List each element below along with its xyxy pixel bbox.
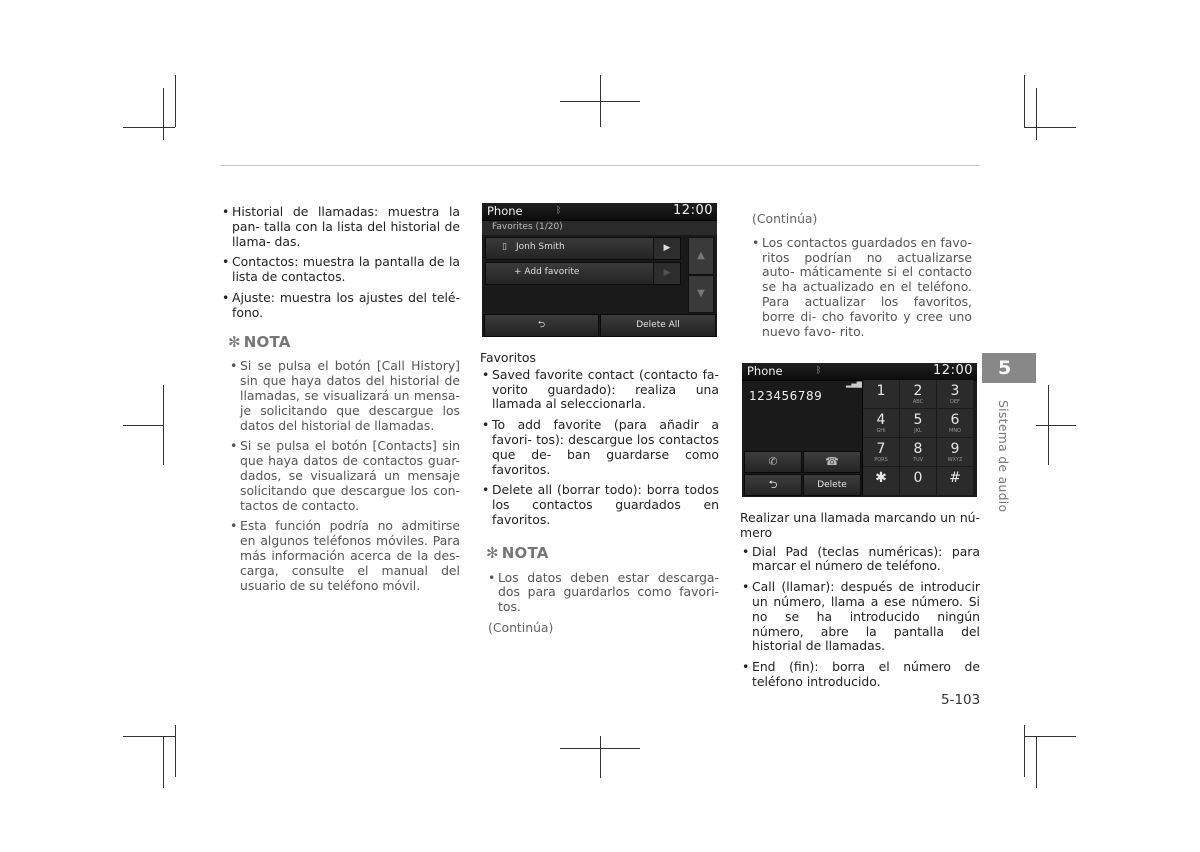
crop-mark	[600, 736, 601, 778]
crop-mark	[560, 748, 640, 749]
note-box	[222, 359, 460, 593]
note-star-icon: ✻	[486, 543, 499, 562]
bullet-item: • End (fin): borra el número de teléfono introducido.	[742, 660, 980, 690]
crop-mark	[123, 127, 175, 128]
bullet-item: • Saved favorite contact (contacto fa- vorito guardado): realiza una llamada al seleccionarla.	[482, 368, 719, 412]
key-star[interactable]: ✱	[863, 467, 900, 496]
back-button[interactable]: ⮌	[484, 314, 599, 337]
add-favorite-label: + Add favorite	[514, 267, 580, 277]
key-8[interactable]: 8 TUV	[900, 438, 937, 467]
play-arrow-icon[interactable]: ▶	[653, 238, 680, 259]
note-title: ✻ NOTA	[486, 543, 549, 562]
dialed-number: 123456789	[749, 389, 823, 403]
bullet-item: • Historial de llamadas: muestra la pan- talla con la lista del historial de llama- das.	[222, 205, 460, 249]
back-button[interactable]: ⮌	[744, 474, 802, 496]
play-arrow-icon: ▶	[653, 263, 680, 284]
crop-mark	[1024, 725, 1025, 777]
bullet-item: • Ajuste: muestra los ajustes del telé- fono.	[222, 291, 460, 321]
bullet-item: • Contactos: muestra la pantalla de la lista de contactos.	[222, 255, 460, 285]
bullet-item: • Call (llamar): después de introducir un número, llama a ese número. Si no se ha introducido ningún número, abre la pantalla del historial de llamadas.	[742, 580, 980, 654]
key-0[interactable]: 0	[900, 467, 937, 496]
continues-label: (Continúa)	[488, 619, 554, 635]
key-9[interactable]: 9 WXYZ	[937, 438, 974, 467]
key-3[interactable]: 3 DEF	[937, 380, 974, 409]
clock: 12:00	[933, 363, 973, 378]
continued-label: (Continúa)	[752, 211, 818, 226]
signal-strength-icon: ▂▄▆	[846, 380, 863, 388]
keypad	[862, 380, 974, 495]
call-button[interactable]	[744, 451, 802, 473]
key-7[interactable]: 7 PQRS	[863, 438, 900, 467]
column-2	[480, 351, 719, 636]
crop-mark	[163, 88, 164, 140]
note-bullet: • Los datos deben estar descarga- dos para guardarlos como favori- tos.	[488, 571, 719, 615]
note-star-icon: ✻	[228, 332, 241, 351]
delete-button[interactable]: Delete	[803, 474, 861, 496]
note-bullet: • Los contactos guardados en favo- ritos podrían no actualizarse auto- máticamente si el contacto se ha actualizado en el teléfono. Para actualizar los favoritos, borre di- cho favorito y cree uno nuevo favo- rito.	[752, 236, 972, 340]
favorite-contact-name: Jonh Smith	[516, 242, 565, 252]
key-6[interactable]: 6 MNO	[937, 409, 974, 438]
scroll-down-button[interactable]: ▼	[688, 275, 714, 313]
screen-header	[482, 203, 717, 221]
crop-mark	[1036, 736, 1037, 788]
crop-mark	[560, 101, 640, 102]
bluetooth-icon: ᛒ	[556, 206, 562, 216]
key-4[interactable]: 4 GHI	[863, 409, 900, 438]
crop-mark	[123, 425, 163, 426]
favorite-contact-row[interactable]	[485, 237, 681, 260]
key-1[interactable]: 1	[863, 380, 900, 409]
crop-mark	[175, 725, 176, 777]
favorites-screen	[482, 203, 717, 337]
note-bullet: • Esta función podría no admitirse en algunos teléfonos móviles. Para más información acerca de la des- carga, consulte el manual del usuario de su teléfono móvil.	[230, 519, 460, 593]
clock: 12:00	[673, 203, 713, 218]
phone-device-icon: ▯	[502, 242, 507, 252]
bluetooth-icon: ᛒ	[816, 366, 822, 376]
screen-title: Phone	[747, 364, 783, 378]
crop-mark	[1036, 88, 1037, 140]
crop-mark	[163, 385, 164, 465]
note-bullet: • Si se pulsa el botón [Contacts] sin que haya datos de contactos guar- dados, se visualizará un mensaje solicitando que descargue los con- tactos de contacto.	[230, 439, 460, 513]
screen-title: Phone	[487, 204, 523, 218]
key-2[interactable]: 2 ABC	[900, 380, 937, 409]
screen-header	[742, 363, 977, 381]
header-rule	[220, 165, 980, 166]
crop-mark	[175, 75, 176, 127]
end-call-icon: ☎	[825, 455, 839, 468]
note-bullet: • Si se pulsa el botón [Call History] sin que haya datos del historial de llamadas, se visualizará un mensa- je solicitando que descargue los datos del historial de llamadas.	[230, 359, 460, 433]
crop-mark	[123, 736, 175, 737]
chapter-number-tab: 5	[982, 353, 1036, 383]
scroll-up-button[interactable]: ▲	[688, 237, 714, 275]
add-favorite-row[interactable]	[485, 262, 681, 285]
bullet-item: • To add favorite (para añadir a favori- tos): descargue los contactos que de- ban guardarse como favoritos.	[482, 418, 719, 477]
end-button[interactable]	[803, 451, 861, 473]
delete-all-button[interactable]: Delete All	[600, 314, 716, 337]
crop-mark	[163, 736, 164, 788]
note-box	[480, 571, 719, 636]
crop-mark	[1036, 425, 1076, 426]
column-1	[222, 205, 460, 599]
column-3-top	[752, 212, 972, 345]
favorites-count-bar: Favorites (1/20)	[482, 221, 717, 235]
crop-mark	[1024, 736, 1076, 737]
section-heading: Realizar una llamada marcando un nú- mero	[740, 510, 981, 540]
bullet-item: • Delete all (borrar todo): borra todos los contactos guardados en favoritos.	[482, 483, 719, 527]
column-3-bottom	[740, 511, 980, 696]
chapter-title: Sistema de audio	[996, 400, 1011, 513]
key-hash[interactable]: #	[937, 467, 974, 496]
note-title: ✻ NOTA	[228, 332, 291, 351]
crop-mark	[1024, 127, 1076, 128]
crop-mark	[1024, 75, 1025, 127]
bullet-item: • Dial Pad (teclas numéricas): para marcar el número de teléfono.	[742, 545, 980, 575]
dial-pad-screen	[742, 363, 977, 497]
page-number: 5-103	[941, 692, 981, 708]
section-heading: Favoritos	[480, 350, 536, 365]
call-icon: ✆	[768, 455, 778, 468]
key-5[interactable]: 5 JKL	[900, 409, 937, 438]
